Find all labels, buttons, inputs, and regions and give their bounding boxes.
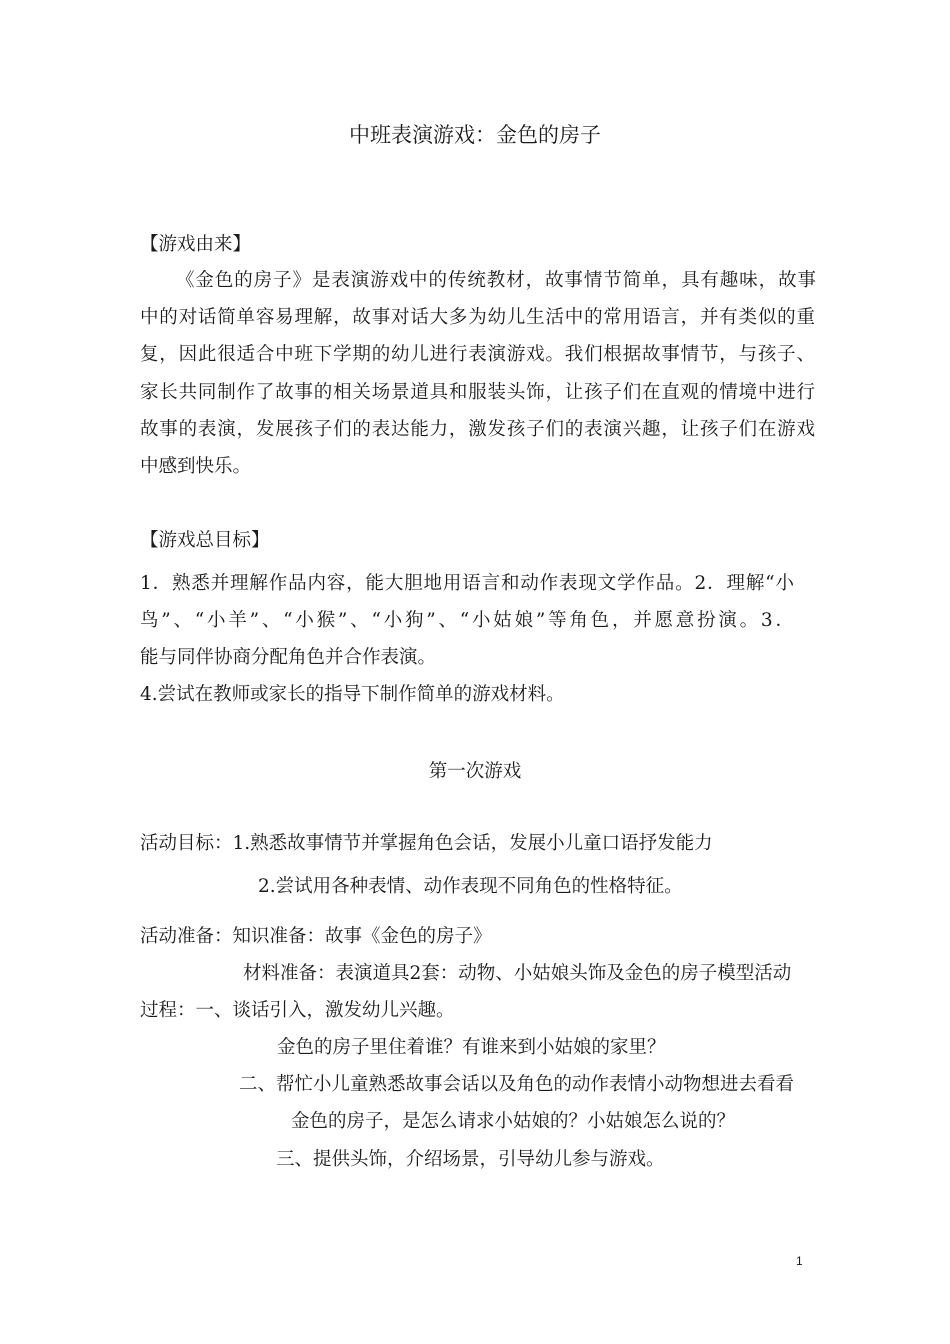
page-number: 1 — [796, 1254, 803, 1268]
origin-line-1: 《金色的房子》是表演游戏中的传统教材，故事情节简单，具有趣味，故事 — [176, 270, 816, 291]
origin-line-2: 中的对话简单容易理解，故事对话大多为幼儿生活中的常用语言，并有类似的重 — [140, 307, 815, 328]
activity-process-2: 金色的房子里住着谁？有谁来到小姑娘的家里？ — [277, 1037, 666, 1058]
goals-line-1: 1．熟悉并理解作品内容，能大胆地用语言和动作表现文学作品。2．理解“小 — [140, 573, 794, 594]
origin-heading: 【游戏由来】 — [140, 234, 252, 255]
goals-line-4: 4.尝试在教师或家长的指导下制作简单的游戏材料。 — [140, 684, 565, 705]
goals-line-3: 能与同伴协商分配角色并合作表演。 — [140, 647, 437, 668]
activity-process-3: 二、帮忙小儿童熟悉故事会话以及角色的动作表情小动物想进去看看 — [239, 1074, 795, 1095]
origin-line-3: 复，因此很适合中班下学期的幼儿进行表演游戏。我们根据故事情节，与孩子、 — [140, 344, 815, 365]
activity-prep-1: 活动准备：知识准备：故事《金色的房子》 — [140, 926, 492, 947]
activity-process-5: 三、提供头饰，介绍场景，引导幼儿参与游戏。 — [276, 1149, 665, 1170]
activity-goal-2: 2.尝试用各种表情、动作表现不同角色的性格特征。 — [258, 876, 683, 897]
activity-process-1: 过程：一、谈话引入，激发幼儿兴趣。 — [140, 1000, 455, 1021]
activity-prep-2: 材料准备：表演道具2套：动物、小姑娘头饰及金色的房子模型活动 — [243, 963, 792, 984]
activity-process-4: 金色的房子，是怎么请求小姑娘的？小姑娘怎么说的？ — [291, 1111, 736, 1132]
page-title: 中班表演游戏：金色的房子 — [349, 123, 601, 147]
goals-line-2: 鸟”、“小羊”、“小猴”、“小狗”、“小姑娘”等角色，并愿意扮演。3． — [140, 610, 794, 631]
first-game-heading: 第一次游戏 — [428, 761, 522, 782]
origin-line-4: 家长共同制作了故事的相关场景道具和服装头饰，让孩子们在直观的情境中进行 — [140, 382, 815, 403]
goals-heading: 【游戏总目标】 — [140, 530, 270, 551]
activity-goal-1: 活动目标：1.熟悉故事情节并掌握角色会话，发展小儿童口语抒发能力 — [140, 833, 713, 854]
origin-line-6: 中感到快乐。 — [140, 456, 252, 477]
origin-line-5: 故事的表演，发展孩子们的表达能力，激发孩子们的表演兴趣，让孩子们在游戏 — [140, 419, 815, 440]
